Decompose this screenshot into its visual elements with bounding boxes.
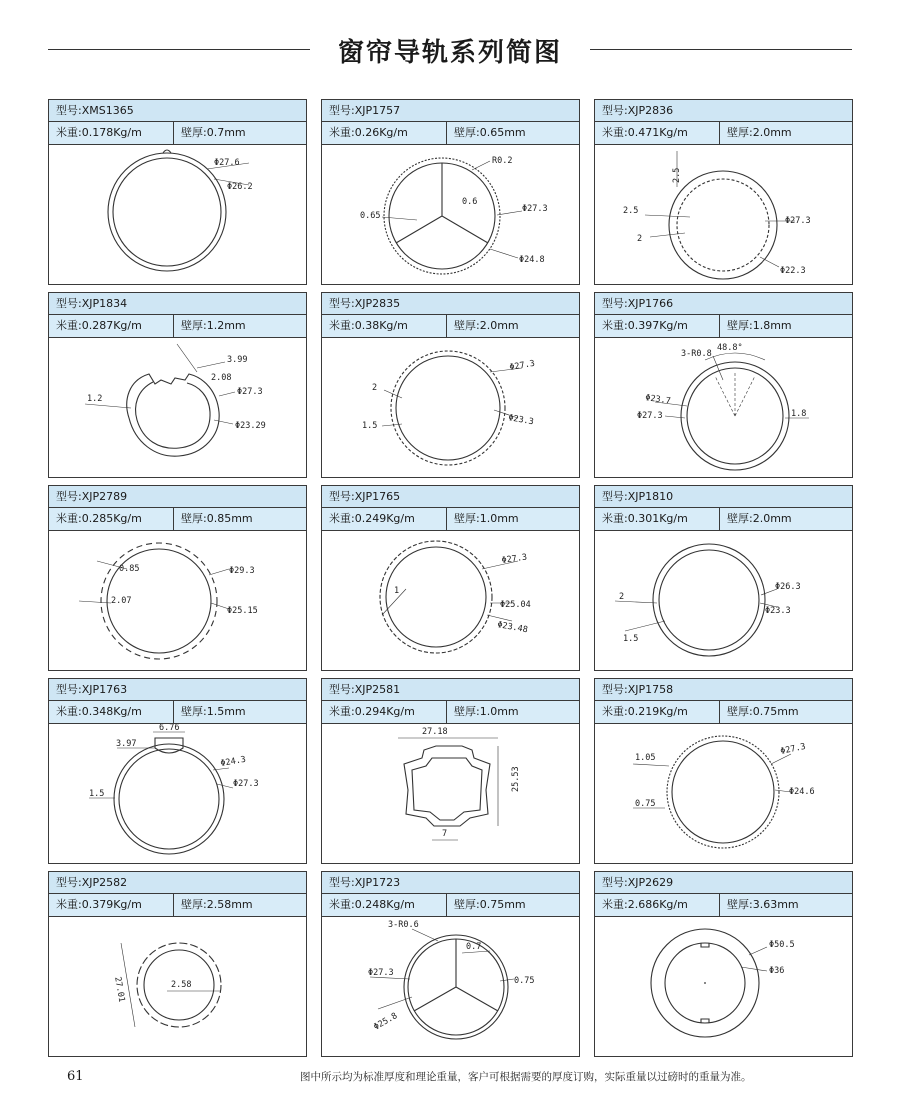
product-card [321,292,580,478]
thickness-label: 壁厚:2.0mm [727,512,792,525]
product-card [321,871,580,1057]
thickness-label: 壁厚:0.65mm [454,126,526,139]
dim-label: 27.18 [422,727,448,737]
leader-line [633,764,669,766]
dim-label: Φ25.04 [500,600,531,610]
spec-row [49,122,306,145]
model-label: 型号:XJP2835 [322,293,579,315]
profile-drawing [322,338,579,477]
leader-line [645,215,690,217]
dim-label: 3-R0.8 [681,349,712,359]
product-card [594,871,853,1057]
spec-divider [719,508,720,530]
spec-divider [446,315,447,337]
weight-label: 米重:0.287Kg/m [56,319,142,332]
spec-divider [173,894,174,916]
model-label: 型号:XJP1758 [595,679,852,701]
inner-profile [119,749,219,849]
thickness-label: 壁厚:0.7mm [181,126,246,139]
weight-label: 米重:0.301Kg/m [602,512,688,525]
dim-label: Φ27.3 [785,216,811,226]
dim-label: 2.07 [111,596,132,606]
dim-label: Φ27.3 [501,552,528,566]
dim-label: 2 [372,383,378,393]
weight-label: 米重:0.285Kg/m [56,512,142,525]
leader-line [219,392,235,396]
thickness-label: 壁厚:1.2mm [181,319,246,332]
outer-profile [653,544,765,656]
spec-row [595,315,852,338]
dim-label: Φ23.3 [507,413,535,428]
model-label: 型号:XJP1763 [49,679,306,701]
thickness-label: 壁厚:0.85mm [181,512,253,525]
weight-label: 米重:0.348Kg/m [56,705,142,718]
weight-label: 米重:0.294Kg/m [329,705,415,718]
thickness-label: 壁厚:1.0mm [454,705,519,718]
spec-divider [719,315,720,337]
dim-label: Φ26.2 [227,182,253,192]
dim-label: 1.8 [791,409,807,419]
inner-profile [659,550,759,650]
inner-profile [677,179,769,271]
dim-label: 2.58 [171,980,192,990]
dim-label: 2 [637,234,643,244]
weight-label: 米重:0.26Kg/m [329,126,408,139]
product-card [321,678,580,864]
leader-line [749,947,767,955]
thickness-label: 壁厚:0.75mm [454,898,526,911]
weight-label: 米重:0.219Kg/m [602,705,688,718]
product-card [48,678,307,864]
weight-label: 米重:0.178Kg/m [56,126,142,139]
dim-label: Φ25.8 [372,1011,400,1033]
model-label: 型号:XJP1810 [595,486,852,508]
dim-label: 2 [619,592,625,602]
model-label: 型号:XJP2582 [49,872,306,894]
model-label: 型号:XJP1766 [595,293,852,315]
profile-drawing [49,531,306,670]
dim-label: 2.5 [623,206,639,216]
weight-label: 米重:2.686Kg/m [602,898,688,911]
dim-label: 27.01 [112,976,127,1003]
page-number: 61 [67,1069,84,1084]
thickness-label: 壁厚:2.58mm [181,898,253,911]
profile-drawing [49,917,306,1056]
spec-divider [719,122,720,144]
dim-label: 2.5 [672,167,682,183]
thickness-label: 壁厚:1.8mm [727,319,792,332]
dim-label: R0.2 [492,156,513,166]
spec-row [322,315,579,338]
spec-divider [173,122,174,144]
weight-label: 米重:0.471Kg/m [602,126,688,139]
dim-label: 3-R0.6 [388,920,419,930]
leader-line [382,217,417,220]
leader-line [85,404,131,408]
spec-row [49,315,306,338]
spec-divider [719,894,720,916]
leader-line [79,601,111,603]
dim-label: Φ26.3 [775,582,801,592]
spec-divider [446,894,447,916]
spec-row [595,701,852,724]
inner-profile [412,758,482,820]
title-area [0,30,900,70]
leader-line [741,967,767,971]
leader-line [713,356,723,380]
weight-label: 米重:0.38Kg/m [329,319,408,332]
spec-row [49,508,306,531]
profile-drawing [322,531,579,670]
model-label: 型号:XJP2789 [49,486,306,508]
spec-divider [173,701,174,723]
leader-line [177,344,197,372]
outer-profile [380,541,492,653]
dim-label: 0.6 [462,197,478,207]
model-label: 型号:XJP2629 [595,872,852,894]
footnote: 图中所示均为标准厚度和理论重量，客户可根据需要的厚度订购，实际重量以过磅时的重量为准。 [300,1071,752,1083]
dim-label: Φ27.6 [214,158,240,168]
outer-profile [108,153,226,271]
spec-divider [446,508,447,530]
page-title: 窗帘导轨系列简图 [337,38,562,68]
spec-row [595,122,852,145]
dim-label: Φ50.5 [769,940,795,950]
profile-drawing [49,338,306,477]
product-card [48,292,307,478]
model-label: 型号:XJP1765 [322,486,579,508]
product-grid [48,99,853,1059]
dim-label: 3.97 [116,739,137,749]
dim-label: 6.76 [159,724,180,733]
dim-label: Φ27.3 [368,968,394,978]
inner-profile [672,741,774,843]
leader-line [209,569,229,575]
thickness-label: 壁厚:2.0mm [727,126,792,139]
spec-row [322,508,579,531]
dim-label: Φ23.3 [765,606,791,616]
outer-profile [114,744,224,854]
profile-drawing [322,917,579,1056]
product-card [48,485,307,671]
inner-profile [386,547,486,647]
dim-label: 1.2 [87,394,103,404]
leader-line [197,362,225,368]
profile-drawing [322,145,579,284]
outer-profile [667,736,779,848]
dim-label: Φ23.29 [235,421,266,431]
outer-profile [669,171,777,279]
title-divider-right [590,49,852,50]
spec-row [322,894,579,917]
model-label: 型号:XJP1834 [49,293,306,315]
product-card [594,99,853,285]
dim-label: Φ24.6 [789,787,815,797]
spec-divider [446,701,447,723]
dim-label: 0.7 [466,942,482,952]
spec-divider [446,122,447,144]
profile-drawing [49,145,306,284]
spec-row [49,701,306,724]
dim-label: 0.75 [514,976,535,986]
dim-label: 1.5 [89,789,105,799]
product-card [321,485,580,671]
profile-drawing [595,917,852,1056]
profile-drawing [595,145,852,284]
spec-divider [173,508,174,530]
profile-drawing [595,531,852,670]
weight-label: 米重:0.379Kg/m [56,898,142,911]
spec-divider [173,315,174,337]
model-label: 型号:XJP2836 [595,100,852,122]
weight-label: 米重:0.249Kg/m [329,512,415,525]
dim-label: 1 [394,586,400,596]
spec-divider [719,701,720,723]
dim-label: Φ27.3 [779,741,807,757]
dim-label: Φ27.3 [637,411,663,421]
dim-label: 0.75 [635,799,656,809]
profile-drawing [322,724,579,863]
leader-line [665,416,685,418]
dim-label: Φ22.3 [780,266,806,276]
dim-label: 25.53 [511,766,521,792]
dim-label: Φ25.15 [227,606,258,616]
outer-profile [391,351,505,465]
product-card [48,99,307,285]
dim-label: 1.05 [635,753,656,763]
inner-ribs [414,939,498,1011]
dim-label: 0.85 [119,564,140,574]
leader-line [490,249,518,258]
dim-label: 7 [442,829,448,839]
spec-row [322,701,579,724]
dim-label: Φ24.3 [219,754,247,769]
dim-label: 2.08 [211,373,232,383]
thickness-label: 壁厚:1.5mm [181,705,246,718]
profile-drawing [595,338,852,477]
dim-label: Φ27.3 [233,779,259,789]
dim-label: Φ27.3 [508,358,536,373]
inner-profile [136,382,211,448]
leader-line [472,161,490,170]
leader-line [650,233,685,237]
model-label: 型号:XMS1365 [49,100,306,122]
title-divider-left [48,49,310,50]
product-card [594,678,853,864]
dim-label: 1.5 [362,421,378,431]
spec-row [49,894,306,917]
dim-label: Φ27.3 [522,204,548,214]
dim-label: 48.8° [717,343,743,353]
spec-row [322,122,579,145]
spec-row [595,894,852,917]
dim-label: Φ23.48 [496,620,529,636]
inner-profile [113,158,221,266]
leader-line [217,784,233,788]
weight-label: 米重:0.397Kg/m [602,319,688,332]
product-card [594,485,853,671]
top-slot [155,738,183,753]
spec-row [595,508,852,531]
leader-line [214,420,233,424]
dim-label: Φ36 [769,966,785,976]
thickness-label: 壁厚:2.0mm [454,319,519,332]
weight-label: 米重:0.248Kg/m [329,898,415,911]
dim-label: Φ27.3 [237,387,263,397]
dim-label: Φ23.7 [644,393,672,407]
profile-drawing [595,724,852,863]
dim-label: 0.65 [360,211,381,221]
model-label: 型号:XJP1723 [322,872,579,894]
dim-label: Φ29.3 [229,566,255,576]
leader-line [497,211,522,215]
product-card [321,99,580,285]
product-card [594,292,853,478]
leader-line [412,929,438,941]
dim-label: Φ24.8 [519,255,545,265]
product-card [48,871,307,1057]
outer-profile [127,374,219,456]
thickness-label: 壁厚:1.0mm [454,512,519,525]
model-label: 型号:XJP2581 [322,679,579,701]
inner-profile [396,356,500,460]
thickness-label: 壁厚:3.63mm [727,898,799,911]
dim-label: 3.99 [227,355,248,365]
center-mark [704,982,706,984]
thickness-label: 壁厚:0.75mm [727,705,799,718]
model-label: 型号:XJP1757 [322,100,579,122]
dim-label: 1.5 [623,634,639,644]
angle-lines [715,372,755,416]
profile-drawing [49,724,306,863]
